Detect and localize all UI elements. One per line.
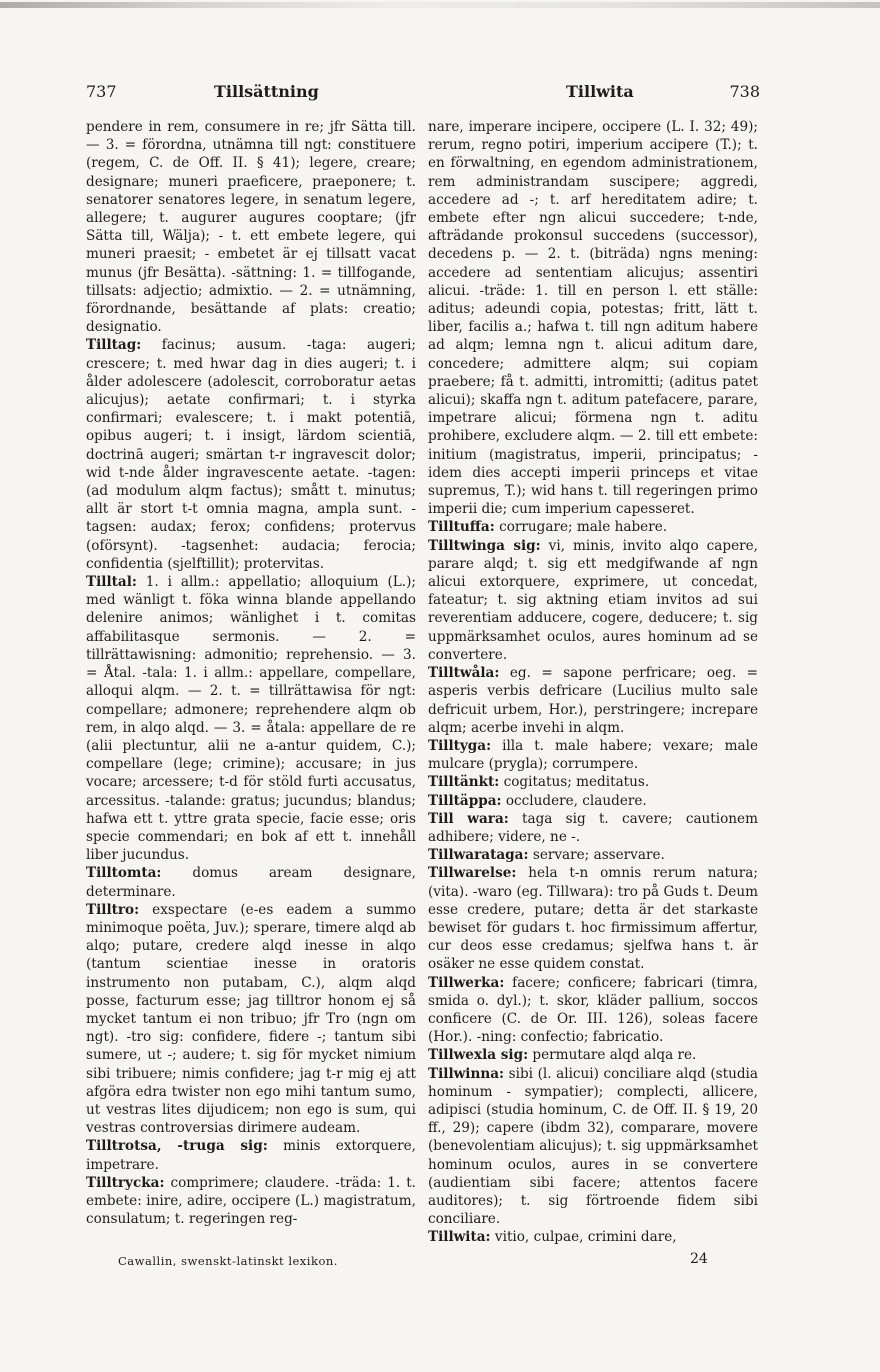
entry-headword: Tilltrotsa, -truga sig:	[86, 1138, 268, 1155]
dictionary-entry	[428, 846, 758, 864]
entry-headword: Tillwarataga:	[428, 847, 529, 864]
entry-text: cogitatus; meditatus.	[499, 774, 650, 791]
entry-text: illa t. male habere; vexare; male mulcare (prygla); corrumpere.	[428, 737, 758, 773]
entry-headword: Tilltrycka:	[86, 1174, 165, 1191]
dictionary-entry	[428, 1046, 758, 1064]
dictionary-entry	[428, 518, 758, 536]
entry-headword: Till wara:	[428, 810, 509, 827]
right-column	[428, 118, 758, 1247]
dictionary-entry	[428, 810, 758, 846]
entry-text: servare; asservare.	[528, 847, 665, 864]
entry-text: sibi (l. alicui) conciliare alqd (studia hominum - sympatier); complecti, allicere, adipisci (studia hominum, C. de Off. II. § 19, 20 ff., 29); capere (ibdm 32), comparare, movere (benevolentiam alicujus); t. sig uppmärksamhet hominum oculos, aures in se convertere (audientiam sibi facere; attentos facere auditores); t. sig förtroende fidem sibi conciliare.	[428, 1065, 758, 1228]
page-header	[86, 82, 760, 108]
dictionary-entry	[428, 1065, 758, 1229]
entry-text: 1. i allm.: appellatio; alloquium (L.); med wänligt t. föka winna blande appellando delenire animos; wänlighet i t. comitas affabilitasque sermonis. — 2. = tillrättawisning: admonitio; reprehensio. — 3. = Åtal. -tala: 1. i allm.: appellare, compellare, alloqui alqm. — 2. t. = tillrättawisa för ngt: compellare; admonere; reprehendere alqm ob rem, in alqo alqd. — 3. = åtala: appellare de re (alii plectuntur, alii ne a-antur quidem, C.); compellare (lege; crimine); accusare; in jus vocare; arcessere; t-d för stöld furti accusatus, arcessitus. -talande: gratus; jucundus; blandus; hafwa ett t. yttre grata specie, facie esse; oris specie commendari; en bok af ett t. innehåll liber jucundus.	[86, 574, 416, 864]
entry-headword: Tilltomta:	[86, 865, 162, 882]
scan-edge-rule	[0, 2, 880, 8]
footer-imprint: Cawallin, swenskt-latinskt lexikon.	[118, 1254, 338, 1268]
page-number-right: 738	[729, 82, 760, 101]
entry-text: corrugare; male habere.	[494, 519, 668, 536]
entry-headword: Tilltäppa:	[428, 792, 502, 809]
entry-headword: Tilltro:	[86, 901, 140, 918]
dictionary-entry	[86, 336, 416, 573]
dictionary-entry	[86, 1137, 416, 1173]
entry-headword: Tilltwåla:	[428, 665, 500, 682]
entry-text: taga sig t. cavere; cautionem adhibere; videre, ne -.	[428, 810, 758, 845]
entry-text: nare, imperare incipere, occipere (L. I. 32; 49); rerum, regno potiri, imperium accipere (T.); t. en förwaltning, en egendom administrationem, rem administrandam suscipere; aggredi, accedere ad -; t. arf hereditatem adire; t. embete efter ngn alicui succedere; t-nde, afträdande prokonsul succedens (successor), decedens p. — 2. t. (biträda) ngns mening: accedere ad sententiam alicujus; assentiri alicui. -träde: 1. till en person l. ett ställe: aditus; adeundi copia, potestas; fritt, lätt t. liber, facilis a.; hafwa t. till ngn aditum habere ad alqm; lemna ngn t. alicui aditum dare, concedere; admittere alqm; sui copiam praebere; få t. admitti, intromitti; (aditus patet alicui); skaffa ngn t. aditum patefacere, parare, impetrare alicui; förmena ngn t. aditu prohibere, excludere alqm. — 2. till ett embete: initium (magistratus, imperii, principatus; - idem dies accepti imperii princeps et vitae supremus, T.); wid hans t. till regeringen primo imperii die; cum imperium capesseret.	[428, 119, 758, 518]
entry-text: minis extorquere, impetrare.	[86, 1138, 416, 1173]
dictionary-entry	[428, 773, 758, 791]
entry-text: exspectare (e-es eadem a summo minimoque poëta, Juv.); sperare, timere alqd ab alqo; putare, credere alqd inesse in alqo (tantum scientiae inesse in oratoris instrumento non putabam, C.), alqm alqd posse, facturum esse; jag tilltror honom ej så mycket tantum ei non tribuo; jfr Tro (ngn om ngt). -tro sig: confidere, fidere -; tantum sibi sumere, ut -; audere; t. sig för mycket nimium sibi tribuere; nimis confidere; jag t-r mig ej att afgöra edra twister non ego mihi tantum sumo, ut vestras lites dijudicem; non ego is sum, qui vestras controversias dirimere audeam.	[86, 901, 416, 1137]
entry-headword: Tilltag:	[86, 337, 142, 354]
entry-headword: Tilltänkt:	[428, 774, 500, 791]
entry-text: occludere, claudere.	[501, 792, 647, 809]
entry-headword: Tillwita:	[428, 1229, 491, 1246]
entry-text: facere; conficere; fabricari (timra, smida o. dyl.); t. skor, kläder pallium, soccos conficere (C. de Or. III. 126), soleas facere (Hor.). -ning: confectio; fabricatio.	[428, 974, 758, 1046]
dictionary-entry	[428, 974, 758, 1047]
page-number-left: 737	[86, 82, 117, 101]
dictionary-entry	[86, 864, 416, 900]
running-headword-right: Tillwita	[566, 82, 634, 101]
dictionary-entry	[428, 792, 758, 810]
entry-headword: Tilltuffa:	[428, 519, 495, 536]
dictionary-entry	[86, 901, 416, 1138]
dictionary-entry	[428, 537, 758, 664]
dictionary-entry	[428, 737, 758, 773]
entry-text: eg. = sapone perfricare; oeg. = asperis verbis defricare (Lucilius multo sale defricuit urbem, Hor.), perstringere; increpare alqm; acerbe invehi in alqm.	[428, 665, 758, 736]
dictionary-entry	[86, 1174, 416, 1229]
entry-headword: Tilltwinga sig:	[428, 537, 541, 554]
entry-headword: Tillwexla sig:	[428, 1047, 529, 1064]
dictionary-entry	[428, 664, 758, 737]
entry-headword: Tilltyga:	[428, 737, 492, 754]
entry-text: vi, minis, invito alqo capere, parare alqd; t. sig ett medgifwande af ngn alicui extorquere, exprimere, ut concedat, fateatur; t. sig aktning etiam invitos ad sui reverentiam adducere, cogere, deducere; t. sig uppmärksamhet oculos, aures hominum ad se convertere.	[428, 537, 758, 663]
dictionary-entry	[428, 864, 758, 973]
dictionary-entry	[86, 573, 416, 864]
left-column	[86, 118, 416, 1228]
dictionary-entry	[428, 118, 758, 518]
dictionary-entry	[86, 118, 416, 336]
entry-headword: Tillwarelse:	[428, 865, 517, 882]
entry-text: vitio, culpae, crimini dare,	[490, 1229, 677, 1246]
running-headword-left: Tillsättning	[214, 82, 319, 101]
entry-text: hela t-n omnis rerum natura; (vita). -waro (eg. Tillwara): tro på Guds t. Deum esse credere, putare; detta är det starkaste bewiset för gudars t. hoc firmissimum affertur, cur deos esse credamus; sjelfwa hans t. är osäker ne esse quidem constat.	[428, 865, 758, 973]
entry-text: comprimere; claudere. -träda: 1. t. embete: inire, adire, occipere (L.) magistratum, consulatum; t. regeringen reg-	[86, 1174, 416, 1228]
entry-text: pendere in rem, consumere in re; jfr Sätta till. — 3. = förordna, utnämna till ngt: constituere (regem, C. de Off. II. § 41); legere, creare; designare; muneri praeficere, praeponere; t. senatorer senatores legere, in senatum legere, allegere; t. augurer augures cooptare; (jfr Sätta till, Wälja); - t. ett embete legere, qui muneri praesit; - embetet är ej tillsatt vacat munus (jfr Besätta). -sättning: 1. = tillfogande, tillsats: adjectio; admixtio. — 2. = utnämning, förordnande, besättande af plats: creatio; designatio.	[86, 119, 416, 336]
entry-headword: Tillwerka:	[428, 974, 505, 991]
footer-signature-number: 24	[690, 1251, 708, 1267]
entry-text: domus aream designare, determinare.	[86, 865, 416, 900]
entry-text: facinus; ausum. -taga: augeri; crescere; t. med hwar dag in dies augeri; t. i ålder adolescere (adolescit, corroboratur aetas alicujus); aetate confirmari; t. i styrka confirmari; evalescere; t. i makt potentiā, opibus augeri; t. i insigt, lärdom scientiā, doctrinā augeri; smärtan t-r ingravescit dolor; wid t-nde ålder ingravescente aetate. -tagen: (ad modulum alqm factus); smått t. minutus; allt är stort t-t omnia magna, ampla sunt. -tagsen: audax; ferox; confidens; protervus (oförsynt). -tagsenhet: audacia; ferocia; confidentia (sjelftillit); protervitas.	[86, 337, 416, 572]
entry-text: permutare alqd alqa re.	[528, 1047, 697, 1064]
entry-headword: Tillwinna:	[428, 1065, 505, 1082]
entry-headword: Tilltal:	[86, 574, 137, 591]
dictionary-entry	[428, 1228, 758, 1246]
